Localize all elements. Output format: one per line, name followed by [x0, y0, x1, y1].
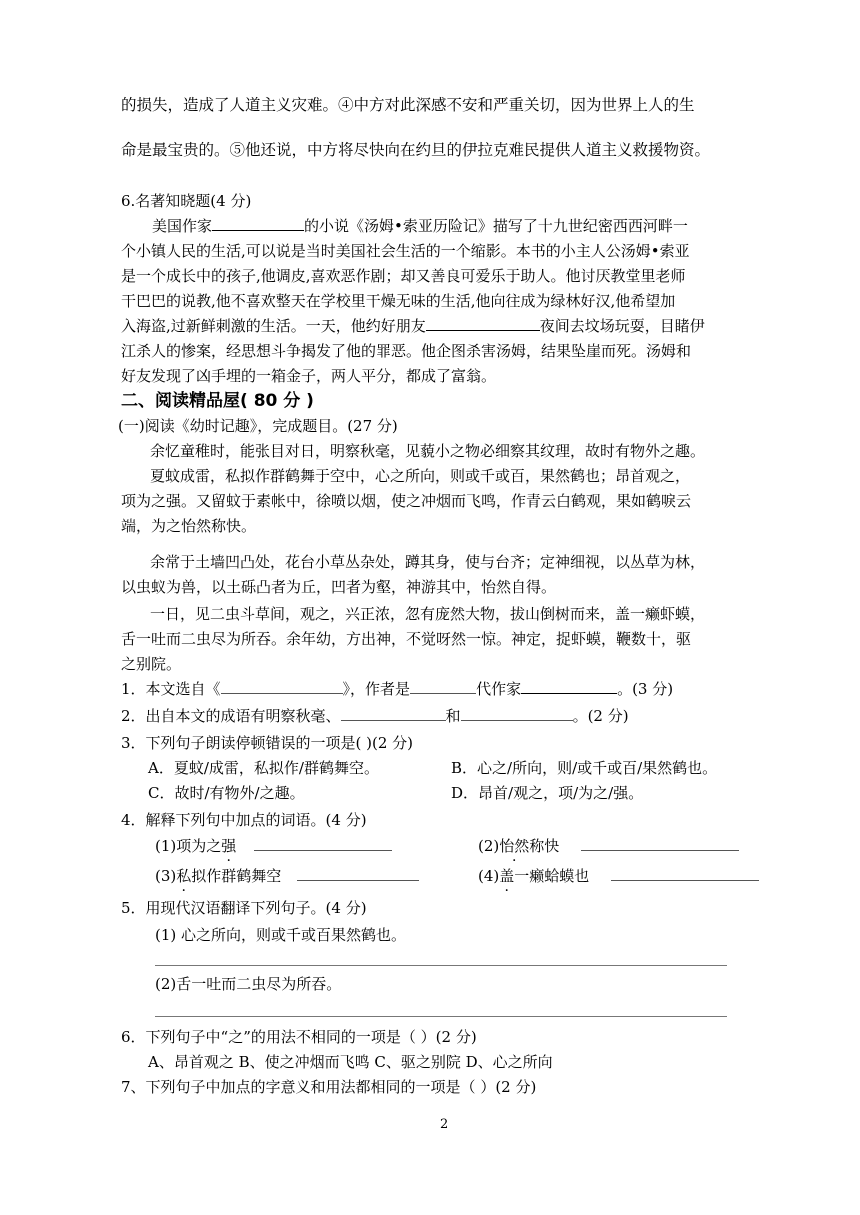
question-4: 4．解释下列句中加点的词语。(4 分): [121, 811, 367, 829]
text-line: 的损失，造成了人道主义灾难。④中方对此深感不安和严重关切，因为世界上人的生: [121, 96, 695, 114]
text-line: 夏蚊成雷，私拟作群鹤舞于空中，心之所向，则或千或百，果然鹤也；昂首观之，: [150, 467, 691, 485]
section-title: 二、阅读精品屋( 80 分 ): [121, 391, 314, 411]
text-segment: 。(2 分): [572, 707, 629, 725]
text-segment: 1．本文选自《: [121, 680, 221, 698]
answer-blank[interactable]: [297, 866, 419, 881]
option-a[interactable]: A．夏蚊/成雷，私拟作/群鹤舞空。: [148, 759, 379, 777]
option-b[interactable]: B．心之/所向，则/或千或百/果然鹤也。: [451, 759, 718, 777]
text-segment: 代作家: [476, 680, 522, 698]
answer-blank[interactable]: [581, 836, 739, 851]
answer-blank[interactable]: [521, 679, 617, 694]
text-line: 舌一吐而二虫尽为所吞。余年幼，方出神，不觉呀然一惊。神定，捉虾蟆，鞭数十，驱: [121, 630, 692, 648]
text-line: 余常于土墙凹凸处，花台小草丛杂处，蹲其身，使与台齐；定神细视，以丛草为林，: [150, 553, 706, 571]
answer-line[interactable]: [155, 965, 727, 966]
answer-blank[interactable]: [212, 216, 304, 231]
answer-blank[interactable]: [426, 316, 540, 331]
text-line: 端，为之怡然称快。: [121, 517, 257, 535]
text-line: 余忆童稚时，能张目对日，明察秋毫，见藐小之物必细察其纹理，故时有物外之趣。: [150, 442, 706, 460]
text-line: 个小镇人民的生活,可以说是当时美国社会生活的一个缩影。本书的小主人公汤姆•索亚: [121, 242, 690, 260]
answer-blank[interactable]: [221, 679, 343, 694]
text-segment: (4): [478, 867, 500, 885]
dotted-word: 强: [221, 837, 237, 855]
answer-line[interactable]: [155, 1016, 727, 1017]
q4-item-1: [155, 836, 392, 856]
answer-blank[interactable]: [254, 836, 392, 851]
answer-blank[interactable]: [410, 679, 476, 694]
question-6-options: A、昂首观之 B、使之冲烟而飞鸣 C、驱之别院 D、心之所向: [148, 1053, 553, 1071]
passage-intro: (一)阅读《幼时记趣》，完成题目。(27 分): [118, 417, 398, 435]
text-segment: (3): [155, 867, 177, 885]
answer-blank[interactable]: [341, 706, 446, 721]
text-segment: 和: [445, 707, 461, 725]
text-line: 之别院。: [121, 655, 182, 673]
question-3: 3．下列句子朗读停顿错误的一项是( )(2 分): [121, 734, 414, 752]
text-segment: 入海盗,过新鲜刺激的生活。一天，他约好朋友: [121, 317, 426, 335]
answer-blank[interactable]: [461, 706, 573, 721]
q4-item-4: [478, 866, 759, 886]
text-line: 项为之强。又留蚊于素帐中，徐喷以烟，使之冲烟而飞鸣，作青云白鹤观，果如鹤唳云: [121, 492, 692, 510]
text-segment: 称快: [529, 837, 560, 855]
text-line: 好友发现了凶手埋的一箱金子，两人平分，都成了富翁。: [121, 367, 497, 385]
text-segment: 美国作家: [152, 217, 213, 235]
text-line: 一日，见二虫斗草间，观之，兴正浓，忽有庞然大物，拔山倒树而来，盖一癞虾蟆，: [150, 605, 706, 623]
text-line: 江杀人的惨案，经思想斗争揭发了他的罪恶。他企图杀害汤姆，结果坠崖而死。汤姆和: [121, 342, 692, 360]
question-title: 6.名著知晓题(4 分): [121, 192, 252, 210]
question-7: 7、下列句子中加点的字意义和用法都相同的一项是（ ）(2 分): [121, 1078, 537, 1096]
text-line: 命是最宝贵的。⑤他还说，中方将尽快向在约旦的伊拉克难民提供人道主义救援物资。: [121, 141, 711, 159]
answer-blank[interactable]: [611, 866, 759, 881]
text-segment: 》，作者是: [342, 680, 411, 698]
question-5: 5．用现代汉语翻译下列句子。(4 分): [121, 899, 367, 917]
text-segment: 夜间去坟场玩耍，目睹伊: [539, 317, 705, 335]
dotted-word: 怡然: [499, 837, 530, 855]
text-segment: 的小说《汤姆•索亚历险记》描写了十九世纪密西西河畔一: [304, 217, 688, 235]
text-segment: 一癞蛤蟆也: [514, 867, 590, 885]
text-segment: 拟作群鹤舞空: [191, 867, 282, 885]
q5-item-2: (2)舌一吐而二虫尽为所吞。: [155, 975, 342, 993]
text-segment: (1)项为之: [155, 837, 222, 855]
dotted-word: 私: [176, 867, 192, 885]
option-d[interactable]: D．昂首/观之，项/为之/强。: [451, 784, 644, 802]
q4-item-3: [155, 866, 419, 886]
text-segment: 。(3 分): [617, 680, 674, 698]
text-line: [121, 316, 705, 336]
question-1: [121, 679, 673, 699]
text-line: 干巴巴的说教,他不喜欢整天在学校里干燥无味的生活,他向往成为绿林好汉,他希望加: [121, 292, 676, 310]
text-segment: (2): [478, 837, 500, 855]
q4-item-2: [478, 836, 739, 856]
dotted-word: 盖: [499, 867, 515, 885]
text-line: 是一个成长中的孩子,他调皮,喜欢恶作剧；却又善良可爱乐于助人。他讨厌教堂里老师: [121, 267, 686, 285]
page-number: 2: [440, 1117, 449, 1132]
option-c[interactable]: C．故时/有物外/之趣。: [148, 784, 305, 802]
question-2: [121, 706, 629, 726]
text-line: [152, 216, 688, 236]
question-6: 6．下列句子中“之”的用法不相同的一项是（ ）(2 分): [121, 1028, 477, 1046]
text-segment: 2．出自本文的成语有明察秋毫、: [121, 707, 341, 725]
text-line: 以虫蚁为兽，以土砾凸者为丘，凹者为壑，神游其中，怡然自得。: [121, 578, 557, 596]
q5-item-1: (1) 心之所向，则或千或百果然鹤也。: [155, 926, 407, 944]
